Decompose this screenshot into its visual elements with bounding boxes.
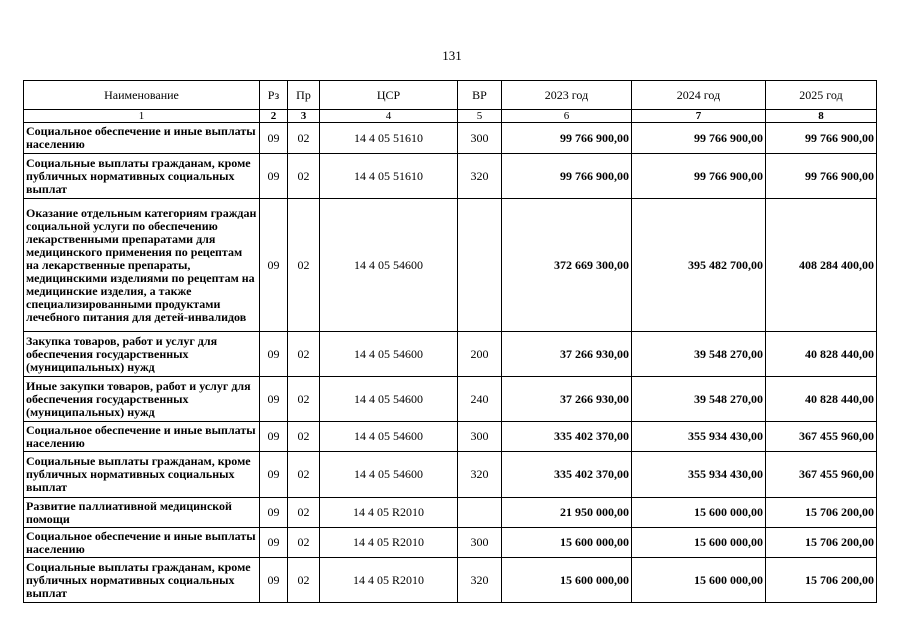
row-2025: 15 706 200,00 [766,528,877,558]
row-name: Социальное обеспечение и иные выплаты населению [24,123,260,154]
row-pr: 02 [288,154,320,199]
row-rz: 09 [260,498,288,528]
header-2024: 2024 год [632,81,766,110]
row-csr: 14 4 05 R2010 [320,558,458,603]
row-vr: 320 [458,154,502,199]
table-row [24,498,877,528]
row-csr: 14 4 05 54600 [320,199,458,332]
row-name: Социальные выплаты гражданам, кроме публичных нормативных социальных выплат [24,452,260,498]
row-2024: 99 766 900,00 [632,123,766,154]
row-csr: 14 4 05 R2010 [320,528,458,558]
column-number: 4 [320,110,458,123]
column-number: 3 [288,110,320,123]
row-rz: 09 [260,332,288,377]
row-csr: 14 4 05 54600 [320,332,458,377]
row-2024: 39 548 270,00 [632,377,766,422]
row-2024: 15 600 000,00 [632,528,766,558]
row-name: Развитие паллиативной медицинской помощи [24,498,260,528]
table-row [24,558,877,603]
row-2025: 40 828 440,00 [766,377,877,422]
row-pr: 02 [288,452,320,498]
row-pr: 02 [288,123,320,154]
row-2023: 37 266 930,00 [502,332,632,377]
row-2023: 99 766 900,00 [502,154,632,199]
row-2025: 367 455 960,00 [766,422,877,452]
row-name: Оказание отдельным категориям граждан социальной услуги по обеспечению лекарственными препаратами для медицинского применения по рецептам на лекарственные препараты, медицинскими изделиями по рецептам на медицинские изделия, а также специализированными продуктами лечебного питания для детей-инвалидов [24,199,260,332]
row-name: Социальные выплаты гражданам, кроме публичных нормативных социальных выплат [24,558,260,603]
row-vr [458,199,502,332]
row-name: Социальные выплаты гражданам, кроме публичных нормативных социальных выплат [24,154,260,199]
table-row [24,422,877,452]
row-rz: 09 [260,377,288,422]
row-pr: 02 [288,377,320,422]
row-csr: 14 4 05 54600 [320,452,458,498]
budget-table [23,80,877,603]
row-name: Социальное обеспечение и иные выплаты населению [24,528,260,558]
row-2024: 99 766 900,00 [632,154,766,199]
header-2023: 2023 год [502,81,632,110]
row-csr: 14 4 05 51610 [320,123,458,154]
row-rz: 09 [260,123,288,154]
row-csr: 14 4 05 51610 [320,154,458,199]
header-rz: Рз [260,81,288,110]
row-pr: 02 [288,332,320,377]
row-2023: 37 266 930,00 [502,377,632,422]
row-2024: 15 600 000,00 [632,558,766,603]
header-csr: ЦСР [320,81,458,110]
table-row [24,528,877,558]
row-rz: 09 [260,452,288,498]
row-rz: 09 [260,199,288,332]
row-name: Закупка товаров, работ и услуг для обеспечения государственных (муниципальных) нужд [24,332,260,377]
row-rz: 09 [260,528,288,558]
row-vr [458,498,502,528]
row-vr: 240 [458,377,502,422]
row-vr: 300 [458,123,502,154]
table-row [24,123,877,154]
row-2025: 15 706 200,00 [766,558,877,603]
row-name: Социальное обеспечение и иные выплаты населению [24,422,260,452]
row-2025: 367 455 960,00 [766,452,877,498]
row-csr: 14 4 05 R2010 [320,498,458,528]
row-2024: 39 548 270,00 [632,332,766,377]
row-2024: 15 600 000,00 [632,498,766,528]
row-2023: 15 600 000,00 [502,528,632,558]
row-rz: 09 [260,154,288,199]
row-csr: 14 4 05 54600 [320,377,458,422]
column-number: 5 [458,110,502,123]
row-vr: 320 [458,558,502,603]
row-2023: 335 402 370,00 [502,452,632,498]
row-rz: 09 [260,422,288,452]
row-vr: 200 [458,332,502,377]
column-number: 7 [632,110,766,123]
row-2025: 408 284 400,00 [766,199,877,332]
column-number-row [24,110,877,123]
column-number: 8 [766,110,877,123]
row-vr: 300 [458,422,502,452]
row-2025: 99 766 900,00 [766,123,877,154]
row-2024: 355 934 430,00 [632,422,766,452]
row-vr: 300 [458,528,502,558]
header-pr: Пр [288,81,320,110]
column-number: 2 [260,110,288,123]
row-2023: 372 669 300,00 [502,199,632,332]
row-pr: 02 [288,199,320,332]
row-name: Иные закупки товаров, работ и услуг для обеспечения государственных (муниципальных) нужд [24,377,260,422]
header-2025: 2025 год [766,81,877,110]
row-vr: 320 [458,452,502,498]
row-pr: 02 [288,528,320,558]
header-vr: ВР [458,81,502,110]
row-2024: 395 482 700,00 [632,199,766,332]
row-pr: 02 [288,558,320,603]
header-name: Наименование [24,81,260,110]
row-2025: 15 706 200,00 [766,498,877,528]
table-row [24,377,877,422]
row-2023: 335 402 370,00 [502,422,632,452]
row-2023: 99 766 900,00 [502,123,632,154]
row-pr: 02 [288,422,320,452]
row-csr: 14 4 05 54600 [320,422,458,452]
header-row [24,81,877,110]
row-2023: 15 600 000,00 [502,558,632,603]
row-rz: 09 [260,558,288,603]
page-number: 131 [442,48,462,63]
table-row [24,154,877,199]
row-2023: 21 950 000,00 [502,498,632,528]
row-2025: 40 828 440,00 [766,332,877,377]
row-2025: 99 766 900,00 [766,154,877,199]
row-pr: 02 [288,498,320,528]
column-number: 1 [24,110,260,123]
table-row [24,452,877,498]
column-number: 6 [502,110,632,123]
table-row [24,332,877,377]
table-row [24,199,877,332]
row-2024: 355 934 430,00 [632,452,766,498]
